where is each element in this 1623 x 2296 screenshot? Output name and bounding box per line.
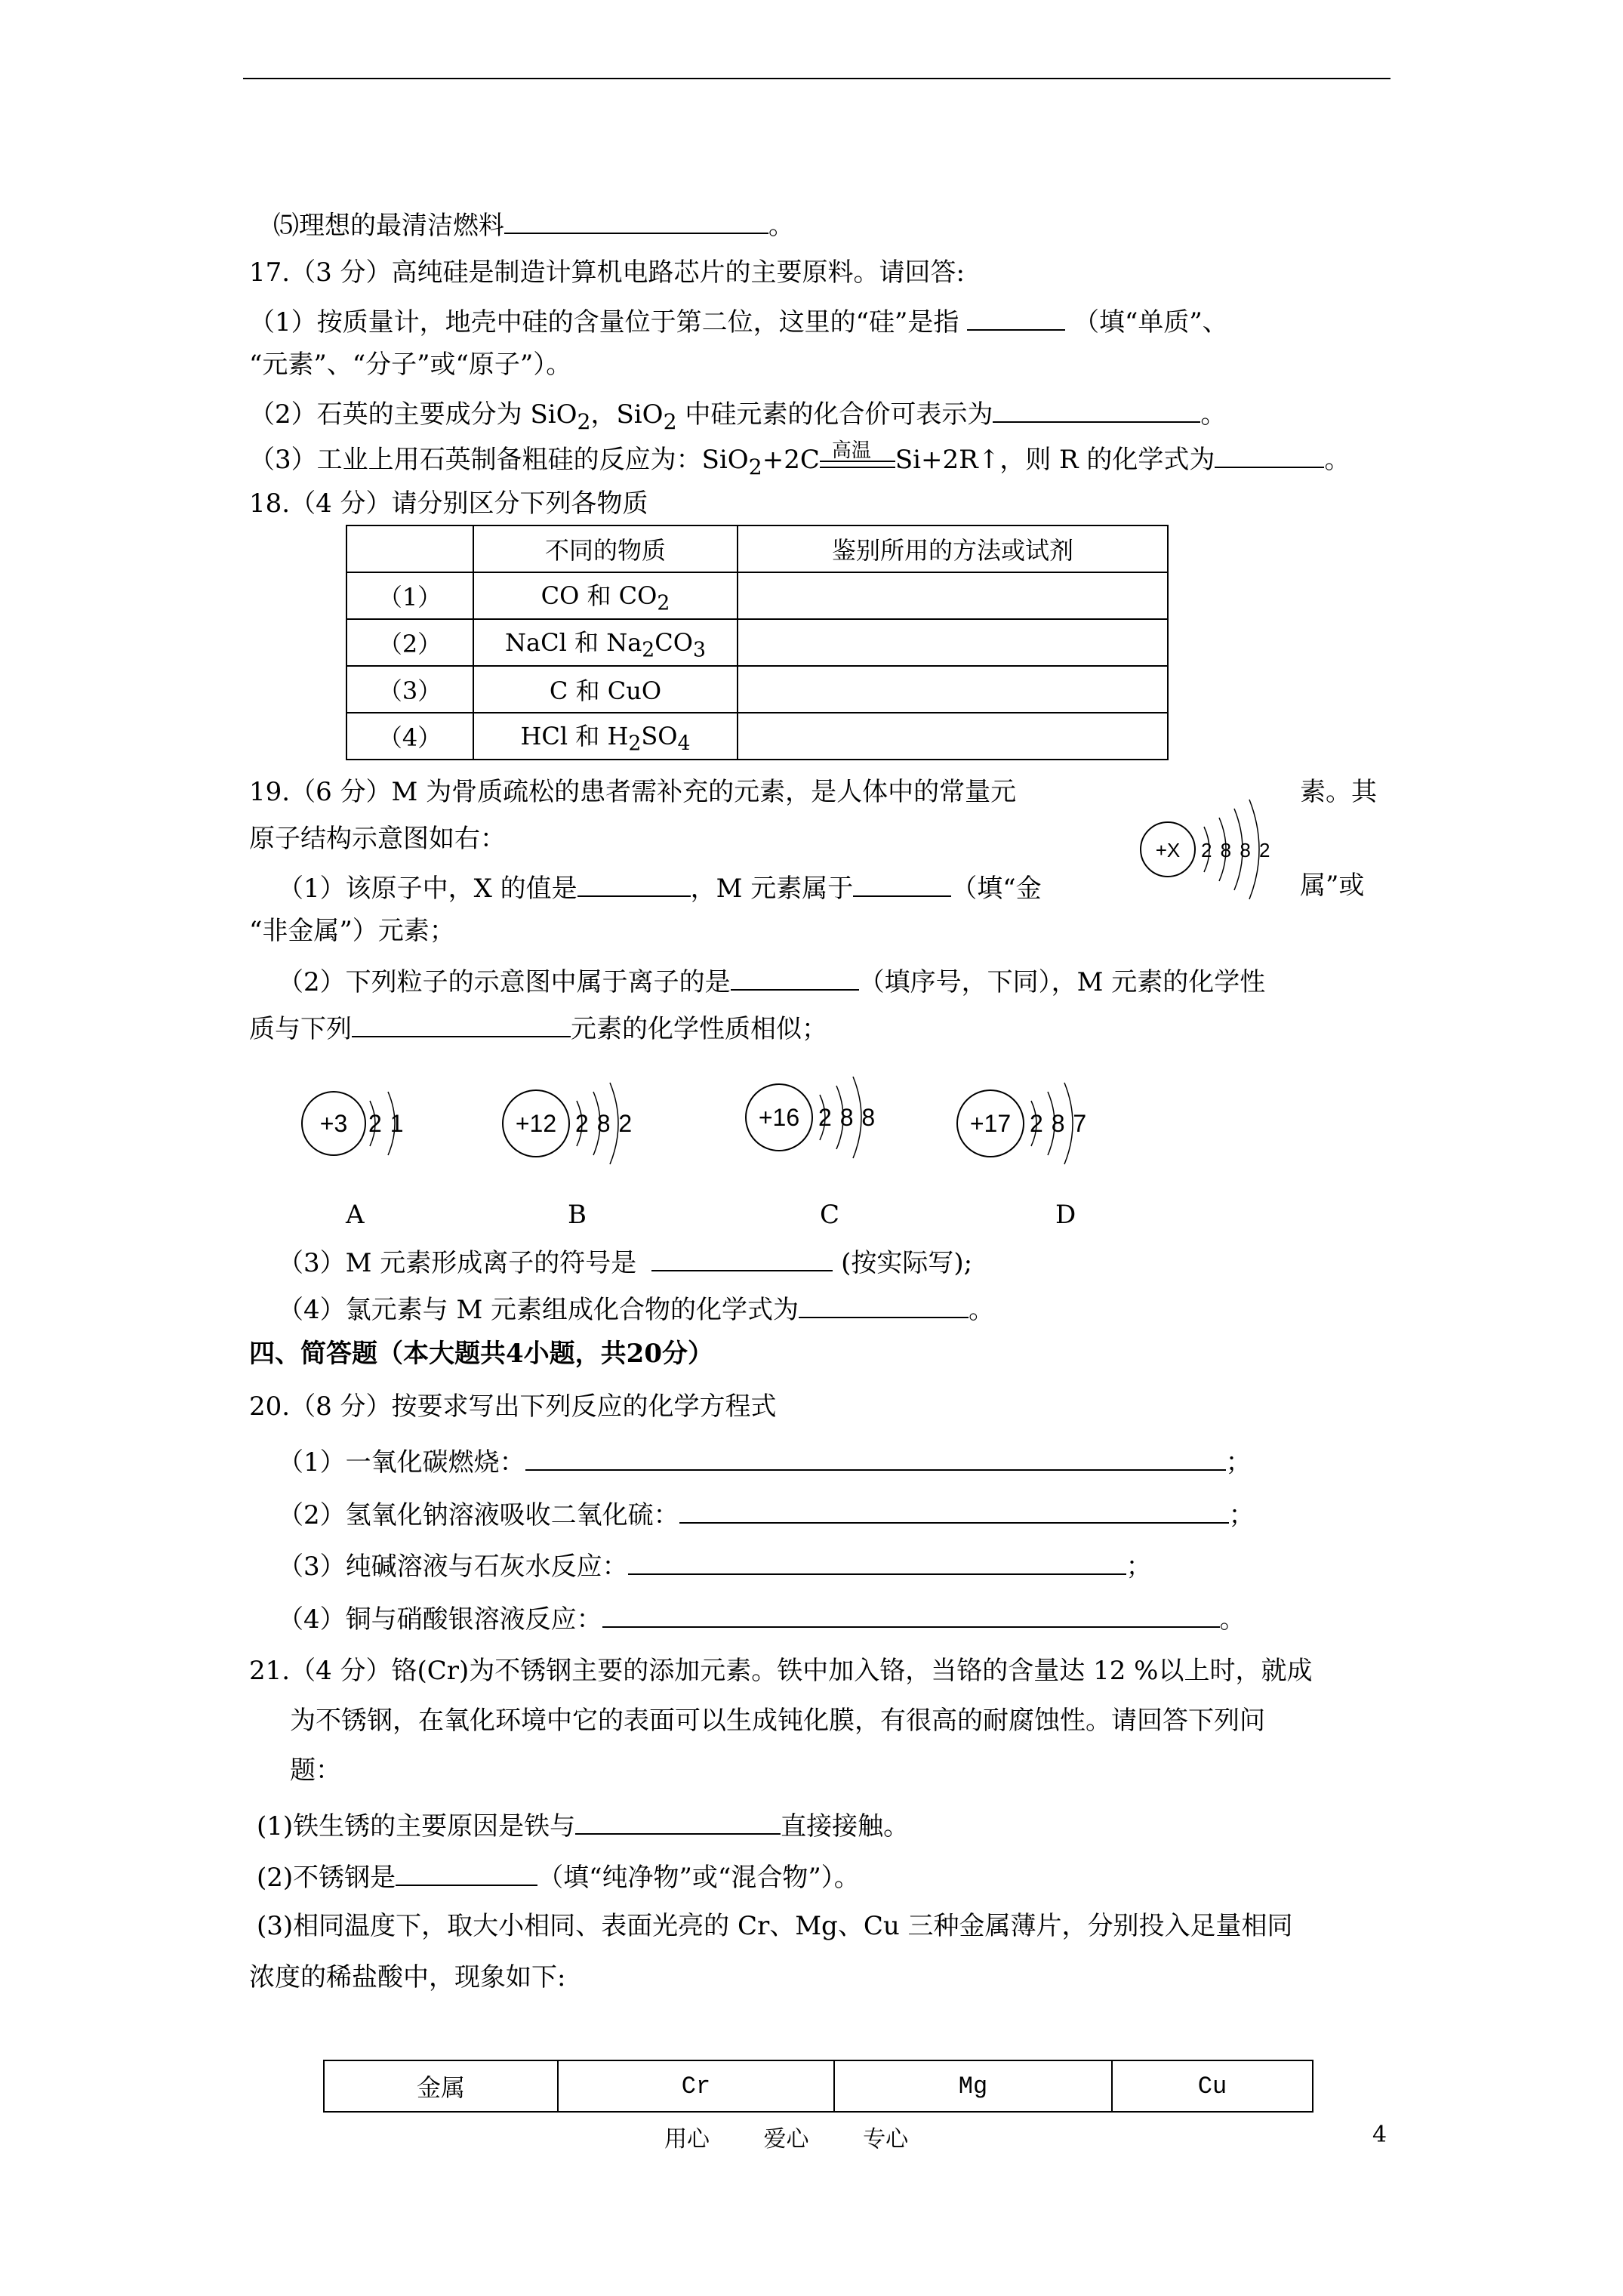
table-header-row: [346, 525, 1168, 572]
q17-p2-text2: ，SiO: [590, 399, 664, 430]
q20-item1: [278, 1447, 1252, 1478]
period: 。: [1200, 399, 1227, 430]
cell-text: CO: [654, 627, 693, 657]
answer-blank[interactable]: [651, 1247, 833, 1271]
answer-blank[interactable]: [504, 210, 768, 234]
cell-text: SO: [641, 721, 678, 750]
answer-blank[interactable]: [1215, 444, 1324, 468]
q17-part3: [249, 439, 1350, 479]
q21-line2: 为不锈钢，在氧化环境中它的表面可以生成钝化膜，有很高的耐腐蚀性。请回答下列问: [290, 1706, 1265, 1736]
table-cell-substances: [473, 619, 738, 666]
q17-p3-text: （3）工业上用石英制备粗硅的反应为：SiO: [249, 445, 749, 475]
q17-p2-text: （2）石英的主要成分为 SiO: [249, 399, 577, 430]
table-cell-index: （3）: [346, 666, 473, 713]
subscript: 2: [657, 591, 670, 615]
cell-text: CO 和 CO: [540, 581, 658, 610]
q21-sub1: [257, 1811, 909, 1839]
table-header-cell: 鉴别所用的方法或试剂: [738, 525, 1168, 572]
answer-blank[interactable]: [967, 307, 1065, 331]
atom-diagram-a: [294, 1071, 430, 1183]
table-header-cell: Cu: [1112, 2060, 1313, 2112]
table-cell-substances: C 和 CuO: [473, 666, 738, 713]
q20-i2-text: （2）氢氧化钠溶液吸收二氧化硫：: [278, 1500, 679, 1530]
electron-counts: 2 8 2: [575, 1110, 633, 1137]
q21-sub3: (3)相同温度下，取大小相同、表面光亮的 Cr、Mg、Cu 三种金属薄片，分别投入足量相同: [257, 1911, 1293, 1941]
atom-diagram-b: [498, 1071, 672, 1183]
q19-p2-text2: （填序号，下同），M 元素的化学性: [858, 967, 1266, 997]
q21-s1-text: (1)铁生锈的主要原因是铁与: [257, 1811, 576, 1841]
electron-counts: 2 8 8 2: [1201, 839, 1272, 861]
q19-p2-text: （2）下列粒子的示意图中属于离子的是: [278, 967, 731, 997]
electron-counts: 2 8 8: [818, 1104, 876, 1131]
subscript: 2: [628, 732, 642, 756]
q19-part1: [278, 873, 1042, 904]
answer-blank[interactable]: [679, 1499, 1229, 1524]
q17-part1: [249, 307, 1228, 335]
q19-part1-end: 属”或: [1300, 871, 1365, 901]
table-cell-index: （4）: [346, 713, 473, 760]
reaction-condition: [820, 439, 895, 468]
nucleus-label: +X: [1155, 839, 1181, 861]
q20-item3: [278, 1551, 1152, 1582]
period: 。: [768, 211, 794, 241]
q21-sub3-cont: 浓度的稀盐酸中，现象如下:: [249, 1962, 566, 1992]
q19-p1-text: （1）该原子中，X 的值是: [278, 874, 577, 904]
q19-p4-text: （4）氯元素与 M 元素组成化合物的化学式为: [278, 1295, 799, 1325]
q19-p2-text3: 质与下列: [249, 1014, 352, 1044]
table-header-cell: Cr: [558, 2060, 834, 2112]
atom-a-svg: [294, 1071, 430, 1176]
table-row: [346, 666, 1168, 713]
diagram-label-c: C: [820, 1200, 840, 1230]
condition-text: 高温: [831, 439, 871, 462]
atom-diagram-c: [741, 1065, 915, 1177]
atom-d-svg: [953, 1071, 1126, 1176]
period: 。: [969, 1295, 995, 1325]
footer-text: 专心: [863, 2126, 909, 2153]
subscript: 2: [748, 454, 762, 479]
q16-item5-text: ⑸理想的最清洁燃料: [273, 211, 504, 241]
diagram-label-d: D: [1055, 1200, 1076, 1230]
table-header-row: [324, 2060, 1313, 2112]
q20-i4-text: （4）铜与硝酸银溶液反应：: [278, 1604, 602, 1635]
semicolon: ；: [1228, 1500, 1255, 1530]
table-cell-index: （1）: [346, 572, 473, 619]
cell-text: NaCl 和 Na: [505, 627, 642, 657]
table-header-cell: Mg: [834, 2060, 1112, 2112]
q21-line1: 21.（4 分）铬(Cr)为不锈钢主要的添加元素。铁中加入铬，当铬的含量达 12 %以上时，就成: [249, 1656, 1313, 1686]
q21-metal-table: [323, 2060, 1313, 2113]
subscript: 2: [577, 408, 591, 434]
atom-m-svg: [1136, 797, 1302, 887]
q19-line1: 19.（6 分）M 为骨质疏松的患者需补充的元素，是人体中的常量元: [249, 777, 1017, 807]
table-header-cell: 不同的物质: [473, 525, 738, 572]
table-row: [346, 572, 1168, 619]
q21-s1-text2: 直接接触。: [781, 1811, 910, 1841]
table-cell-answer[interactable]: [738, 572, 1168, 619]
q21-s2-text2: （填“纯净物”或“混合物”）。: [537, 1863, 860, 1893]
nucleus-label: +3: [319, 1110, 348, 1137]
q20-title: 20.（8 分）按要求写出下列反应的化学方程式: [249, 1391, 777, 1422]
subscript: 3: [692, 638, 706, 662]
q19-p3-text: （3）M 元素形成离子的符号是: [278, 1248, 637, 1278]
q19-part4: [278, 1294, 994, 1323]
atom-b-svg: [498, 1071, 672, 1176]
q21-s2-text: (2)不锈钢是: [257, 1863, 396, 1893]
footer-text: 用心: [664, 2126, 710, 2153]
answer-blank[interactable]: [602, 1604, 1220, 1628]
diagram-label-b: B: [568, 1200, 587, 1230]
q19-p1-text2: ，M 元素属于: [690, 874, 854, 904]
atom-diagram-d: [953, 1071, 1126, 1183]
q20-item4: [278, 1604, 1246, 1635]
nucleus-label: +16: [758, 1104, 800, 1131]
q19-p1-text3: （填“金: [951, 874, 1042, 904]
atom-diagram-m: [1136, 797, 1302, 894]
section-heading: 四、简答题（本大题共4小题，共20分）: [249, 1339, 713, 1369]
answer-blank[interactable]: [525, 1447, 1226, 1471]
semicolon: ；: [1126, 1552, 1152, 1582]
answer-blank[interactable]: [853, 873, 951, 897]
q20-i1-text: （1）一氧化碳燃烧：: [278, 1447, 525, 1478]
atom-c-svg: [741, 1065, 915, 1170]
table-row: [346, 619, 1168, 666]
answer-blank[interactable]: [577, 873, 691, 897]
period: 。: [1219, 1604, 1246, 1635]
electron-counts: 2 1: [368, 1110, 405, 1137]
subscript: 2: [642, 638, 655, 662]
table-header-cell: [346, 525, 473, 572]
q17-p1-hint: （填“单质”、: [1073, 307, 1228, 337]
q20-i3-text: （3）纯碱溶液与石灰水反应：: [278, 1552, 628, 1582]
footer: [664, 2120, 955, 2153]
table-cell-substances: [473, 572, 738, 619]
answer-blank[interactable]: [396, 1862, 537, 1886]
q17-p2-text3: 中硅元素的化合价可表示为: [676, 399, 993, 430]
q19-line2: 原子结构示意图如右：: [249, 824, 506, 854]
cell-text: HCl 和 H: [520, 721, 629, 750]
subscript: 2: [663, 408, 677, 434]
period: 。: [1324, 445, 1350, 475]
semicolon: ；: [1225, 1447, 1252, 1478]
answer-blank[interactable]: [993, 399, 1200, 423]
subscript: 4: [677, 732, 691, 756]
q21-sub2: [257, 1862, 860, 1891]
answer-blank[interactable]: [628, 1551, 1126, 1575]
q19-line1-end: 素。其: [1300, 777, 1377, 807]
q17-title: 17.（3 分）高纯硅是制造计算机电路芯片的主要原料。请回答:: [249, 257, 965, 288]
footer-text: 爱心: [763, 2126, 809, 2153]
q19-part1-cont: “非金属”）元素；: [249, 916, 455, 946]
electron-counts: 2 8 7: [1030, 1110, 1088, 1137]
answer-blank[interactable]: [575, 1811, 781, 1835]
q19-part3: [278, 1247, 972, 1276]
table-row: [346, 713, 1168, 760]
q17-p1-text: （1）按质量计，地壳中硅的含量位于第二位，这里的“硅”是指: [249, 307, 959, 337]
q19-part2: [278, 966, 1265, 995]
table-cell-answer[interactable]: [738, 619, 1168, 666]
q19-p2-text4: 元素的化学性质相似；: [571, 1014, 827, 1044]
q17-part1-cont: “元素”、“分子”或“原子”）。: [249, 350, 572, 380]
table-header-cell: 金属: [324, 2060, 558, 2112]
table-cell-substances: [473, 713, 738, 760]
diagram-label-a: A: [346, 1200, 365, 1230]
q17-p3-text3: Si+2R↑，则 R 的化学式为: [895, 445, 1215, 475]
answer-blank[interactable]: [731, 966, 859, 991]
table-cell-answer[interactable]: [738, 666, 1168, 713]
q17-p3-text2: +2C: [762, 445, 820, 475]
page-number: 4: [1372, 2122, 1387, 2148]
q18-table: [346, 525, 1169, 760]
answer-blank[interactable]: [352, 1013, 571, 1037]
q18-title: 18.（4 分）请分别区分下列各物质: [249, 488, 648, 519]
q21-line3: 题：: [290, 1755, 341, 1786]
table-cell-answer[interactable]: [738, 713, 1168, 760]
q19-part2-cont: [249, 1013, 827, 1042]
answer-blank[interactable]: [799, 1294, 969, 1318]
header-rule: [243, 78, 1390, 79]
q20-item2: [278, 1499, 1255, 1528]
q19-p3-text2: (按实际写);: [833, 1248, 973, 1278]
nucleus-label: +12: [515, 1110, 557, 1137]
q16-item5: [273, 210, 794, 239]
nucleus-label: +17: [969, 1110, 1012, 1137]
table-cell-index: （2）: [346, 619, 473, 666]
q17-part2: [249, 399, 1226, 433]
